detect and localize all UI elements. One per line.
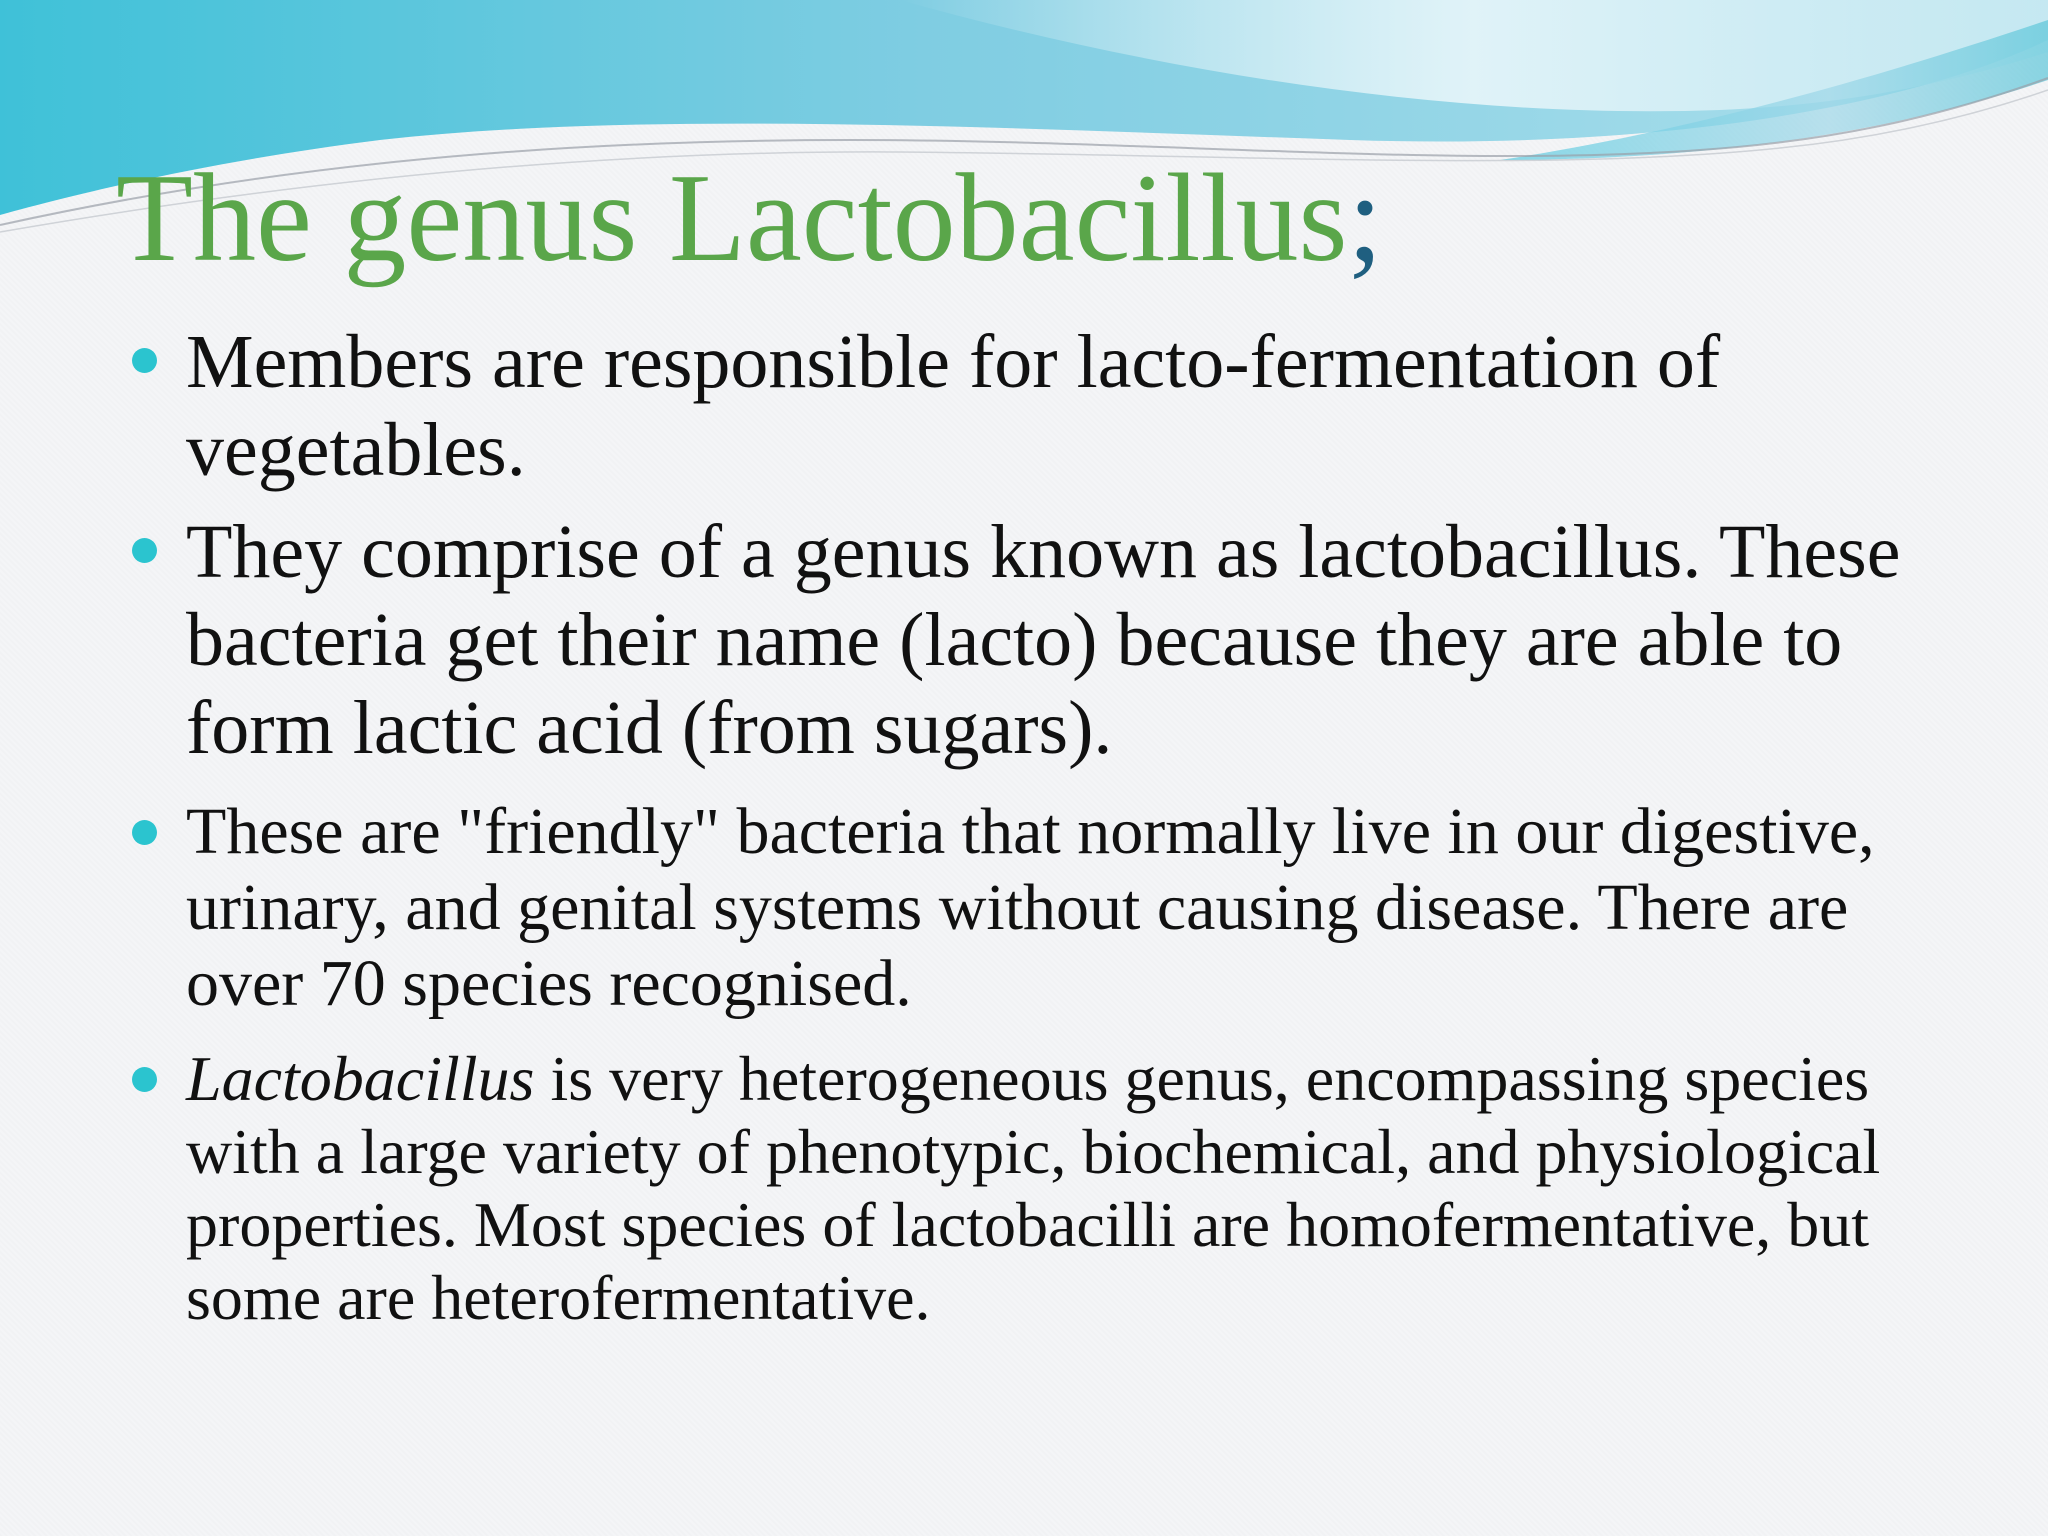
bullet-text: is very heterogeneous genus, encompassing species with a large variety of phenotypic, biochemical, and physiological properties. Most species of lactobacilli are homofermentative, but some are heterofermentative. (186, 1043, 1881, 1333)
bullet-list (130, 318, 1930, 1334)
bullet-dot-icon (132, 538, 157, 563)
title-punctuation: ; (1347, 149, 1383, 288)
slide-title (116, 150, 1383, 289)
bullet-item (130, 508, 1930, 772)
title-text: The genus Lactobacillus (116, 149, 1348, 288)
bullet-italic-lead: Lactobacillus (186, 1043, 535, 1114)
bullet-dot-icon (132, 820, 157, 845)
bullet-item (130, 1042, 1930, 1334)
bullet-text: Members are responsible for lacto-fermentation of vegetables. (186, 320, 1721, 492)
bullet-item (130, 318, 1930, 494)
bullet-text: They comprise of a genus known as lactobacillus. These bacteria get their name (lacto) because they are able to form lactic acid (from sugars). (186, 510, 1901, 770)
bullet-dot-icon (132, 1067, 157, 1092)
bullet-item (130, 794, 1930, 1022)
bullet-dot-icon (132, 348, 157, 373)
bullet-text: These are "friendly" bacteria that normally live in our digestive, urinary, and genital systems without causing disease. There are over 70 species recognised. (186, 795, 1875, 1020)
